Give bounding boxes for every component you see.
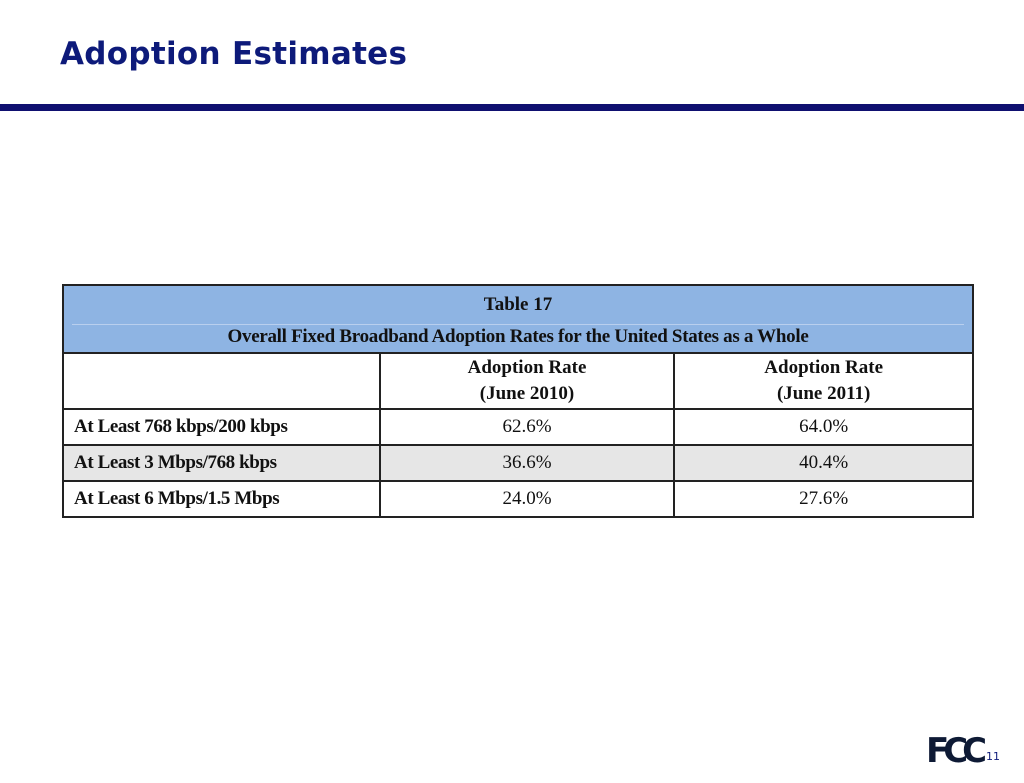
cell-june-2010: 24.0%	[380, 481, 675, 517]
column-header-stub	[63, 353, 380, 409]
row-label: At Least 3 Mbps/768 kbps	[63, 445, 380, 481]
table-row	[63, 409, 973, 445]
table-title: Overall Fixed Broadband Adoption Rates for the United States as a Whole	[227, 326, 809, 347]
table-number: Table 17	[483, 294, 553, 315]
table-caption	[63, 285, 973, 353]
caption-divider	[72, 324, 964, 325]
cell-june-2010: 62.6%	[380, 409, 675, 445]
cell-june-2011: 27.6%	[674, 481, 973, 517]
page-number: 11	[986, 750, 1000, 763]
fcc-logo: FCC	[926, 731, 982, 771]
cell-june-2011: 64.0%	[674, 409, 973, 445]
cell-june-2011: 40.4%	[674, 445, 973, 481]
slide-title: Adoption Estimates	[60, 36, 408, 72]
table-row	[63, 445, 973, 481]
column-header-june-2011: Adoption Rate (June 2011)	[674, 353, 973, 409]
table-row	[63, 481, 973, 517]
column-header-june-2010: Adoption Rate (June 2010)	[380, 353, 675, 409]
title-divider	[0, 104, 1024, 111]
adoption-table	[62, 284, 974, 518]
row-label: At Least 768 kbps/200 kbps	[63, 409, 380, 445]
cell-june-2010: 36.6%	[380, 445, 675, 481]
row-label: At Least 6 Mbps/1.5 Mbps	[63, 481, 380, 517]
